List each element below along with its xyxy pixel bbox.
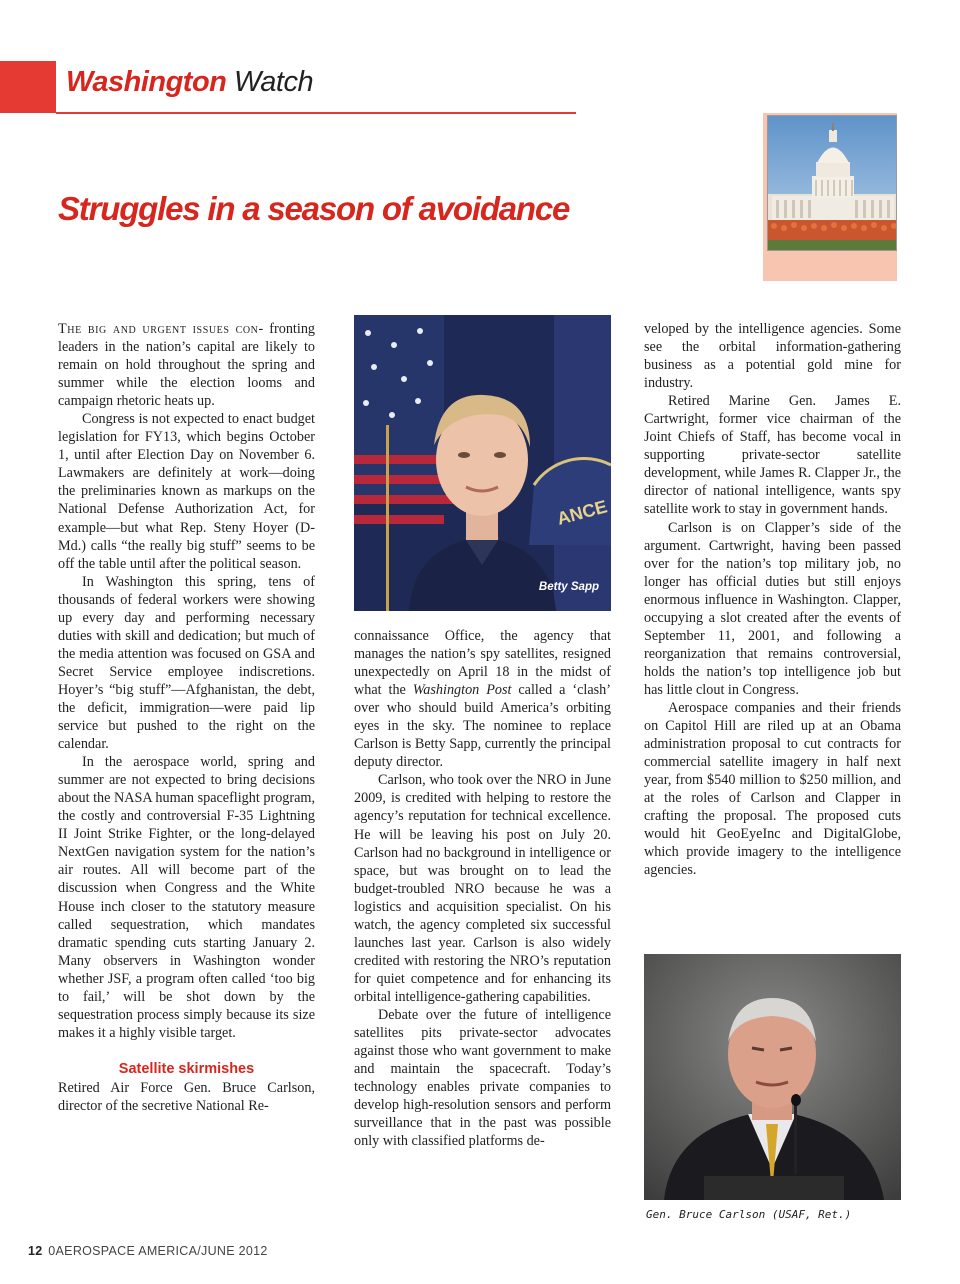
text-column-1: [58, 320, 315, 1115]
section-title: [66, 66, 313, 99]
page-number: 12: [28, 1244, 43, 1258]
seal-lettering: ANCE: [554, 496, 610, 529]
paragraph: Retired Air Force Gen. Bruce Carlson, director of the secretive National Re-: [58, 1079, 315, 1114]
paragraph-text: connaissance Office, the agency that manages the nation’s spy satellites, resigned unexpectedly on April 18 in the midst of what the: [354, 628, 611, 699]
article-headline: Struggles in a season of avoidance: [58, 190, 570, 227]
paragraph: Carlson is on Clapper’s side of the argument. Cartwright, having been passed over for the nation’s top military job, no longer has official duties but still enjoys enormous influence in Washington. Clapper, occupying a slot created after the events of September 11, 2001, and following a reorganization that remains controversial, holds the nation’s top intelligence job but has little clout in Congress.: [644, 519, 901, 698]
page-footer: [28, 1244, 268, 1258]
paragraph: Retired Marine Gen. James E. Cartwright, former vice chairman of the Joint Chiefs of Staff, has become vocal in supporting private-sector satellite development, while James R. Clapper Jr., the director of national intelligence, wants spy satellite work to stay in government hands.: [644, 393, 901, 518]
paragraph-text: fronting leaders in the nation’s capital are likely to remain on hold throughout the spring and summer while the election looms and campaign rhetoric heats up.: [58, 321, 316, 410]
section-title-bold: Washington: [66, 66, 227, 98]
publication-line: 0AEROSPACE AMERICA/JUNE 2012: [48, 1244, 268, 1258]
publication-name: Washington Post: [412, 682, 512, 699]
betty-sapp-caption: Betty Sapp: [538, 581, 599, 593]
paragraph: In the aerospace world, spring and summer are not expected to bring decisions about the NASA human spaceflight program, the costly and controversial F-35 Lightning II Joint Strike Fighter, or the long-delayed NextGen navigation system for the nation’s air routes. All will become part of the discussion when Congress and the White House inch closer to the statutory measure called sequestration, which mandates dramatic spending cuts starting January 2. Many observers in Washington wonder whether JSF, a program often called ‘too big to fail,’ will be shot down by the sequestration process simply because its size makes it a highly visible target.: [58, 754, 315, 1041]
paragraph: Congress is not expected to enact budget legislation for FY13, which begins October 1, until after Election Day on November 6. Lawmakers are definitely at work—doing the preliminaries known as markups on the National Defense Authorization Act, for example—but what Rep. Steny Hoyer (D-Md.) calls “the really big stuff” seems to be off the table until after the political season.: [58, 411, 315, 572]
paragraph: Carlson, who took over the NRO in June 2009, is credited with helping to restore the agency’s reputation for technical excellence. He will be leaving his post on July 20. Carlson had no background in intelligence or space, but was brought on to lead the budget-troubled NRO because he was a logistics and acquisition specialist. On his watch, the agency completed six successful launches last year. Carlson is also widely credited with restoring the NRO’s reputation for quiet competence and for enhancing its orbital intelligence-gathering capabilities.: [354, 772, 611, 1005]
portrait-illustration: [644, 954, 901, 1200]
bruce-carlson-photo: [644, 954, 901, 1200]
text-column-2: [354, 627, 611, 1150]
paragraph-text: called a ‘clash’ over who should build America’s orbiting eyes in the sky. The nominee to replace Carlson is Betty Sapp, currently the principal deputy director.: [354, 682, 611, 771]
subhead: Satellite skirmishes: [118, 1060, 255, 1077]
paragraph: veloped by the intelligence agencies. Some see the orbital information-gathering business as a potential gold mine for industry.: [644, 321, 901, 392]
paragraph: [58, 320, 315, 410]
betty-sapp-photo: [354, 315, 611, 611]
paragraph: Debate over the future of intelligence satellites pits private-sector advocates against those who want government to make and maintain the spacecraft. Today’s technology enables private companies to develop high-resolution sensors and perform surveillance that in the past was possible only with classified platforms de-: [354, 1006, 611, 1150]
bruce-carlson-caption: Gen. Bruce Carlson (USAF, Ret.): [646, 1208, 852, 1221]
capitol-illustration: [768, 116, 897, 251]
portrait-illustration: [354, 315, 611, 611]
paragraph: [354, 627, 611, 771]
text-column-3: [644, 320, 901, 879]
paragraph: In Washington this spring, tens of thousands of federal workers were showing up every day and performing necessary duties with skill and dedication; but much of the media attention was focused on GSA and Secret Service employee indiscretions. Hoyer’s “big stuff”—Afghanistan, the debt, the deficit, immigration—were paid lip service but pushed to the right on the calendar.: [58, 573, 315, 753]
capitol-photo: [767, 115, 897, 251]
header-red-bar: [0, 61, 56, 113]
section-title-rest: Watch: [226, 66, 314, 98]
paragraph: Aerospace companies and their friends on Capitol Hill are riled up at an Obama administration proposal to cut contracts for commercial satellite imagery in half next year, from $540 million to $250 million, and at the roles of Carlson and Clapper in crafting the proposal. The proposed cuts would hit GeoEyeInc and DigitalGlobe, which provide imagery to the intelligence agencies.: [644, 699, 901, 879]
lead-in-smallcaps: The big and urgent issues con-: [58, 321, 264, 337]
header-rule: [56, 112, 576, 114]
